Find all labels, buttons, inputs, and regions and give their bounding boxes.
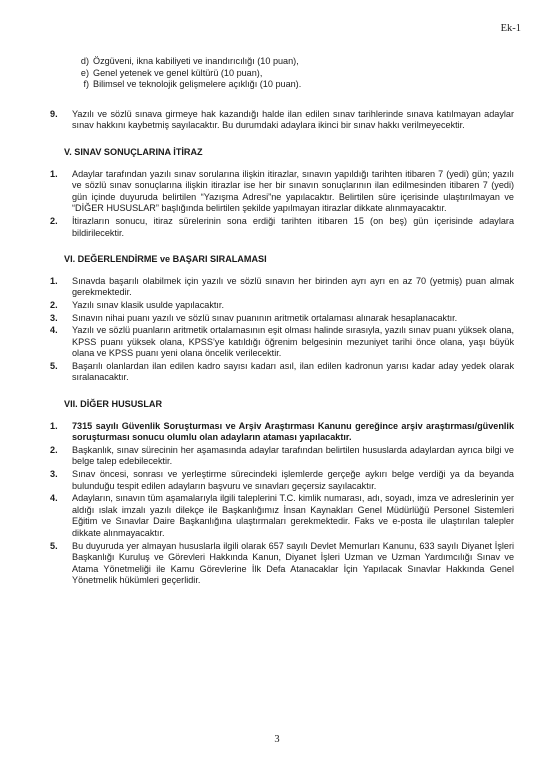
list-item: [71, 68, 514, 80]
item-number: 5 .: [50, 361, 72, 384]
item-number: 1 .: [50, 276, 72, 299]
item-text: Başkanlık, sınav sürecinin her aşamasında adaylar tarafından belirtilen hususlarda adaylardan ayrıca bilgi ve belge talep edebilecektir.: [72, 444, 514, 467]
document-body: [50, 56, 514, 588]
item-number: 1 .: [50, 421, 72, 444]
item-text: Sınav öncesi, sonrası ve yerleştirme sürecindeki işlemlerde gerçeğe aykırı belge verdiği ya da beyanda bulunduğu tespit edilen adayların başvuru ve sınavları geçersiz sayılacaktır.: [72, 469, 514, 491]
numbered-item: [50, 445, 514, 468]
list-text: Bilimsel ve teknolojik gelişmelere açıklığı (10 puan).: [93, 79, 302, 90]
item-number: 3 .: [50, 313, 72, 325]
annex-label: Ek-1: [500, 23, 521, 34]
item-text: Sınavın nihai puanı yazılı ve sözlü sınav puanının aritmetik ortalaması alınarak hesaplanacaktır.: [72, 312, 458, 323]
item-text: Yazılı ve sözlü sınava girmeye hak kazandığı halde ilan edilen sınav tarihlerinde sınava katılmayan adaylar sınav hakkını kaybetmiş sayılacaktır. Bu durumdaki adaylara ikinci bir sınav hakkı verilmeyecektir.: [72, 108, 514, 131]
continued-list: [71, 56, 514, 91]
list-text: Özgüveni, ikna kabiliyeti ve inandırıcılığı (10 puan),: [93, 56, 299, 66]
item-number: 1 .: [50, 169, 72, 215]
numbered-item: [50, 541, 514, 587]
list-item: [71, 79, 514, 91]
numbered-item: [50, 300, 514, 312]
item-text: Yazılı ve sözlü puanların aritmetik ortalamasının eşit olması halinde sırasıyla, yazılı sınav puanı yüksek olana, KPSS puanı yüksek olana, KPSS’ye katıldığı öğrenim belgesinin mezuniyet tarihi önce olana, yaşı büyük olana ve KPSS puanı yeni olana öncelik verilecektir.: [72, 325, 514, 359]
item-number: 4 .: [50, 325, 72, 360]
list-letter: f ): [71, 79, 93, 91]
item-number: 9 .: [50, 109, 72, 132]
item-number: 2 .: [50, 300, 72, 312]
list-letter: d ): [71, 56, 93, 68]
item-text: Yazılı sınav klasik usulde yapılacaktır.: [72, 299, 224, 310]
list-item: [71, 56, 514, 68]
numbered-item: [50, 169, 514, 215]
numbered-item: [50, 109, 514, 132]
item-number: 4 .: [50, 493, 72, 539]
item-text: Başarılı olanlardan ilan edilen kadro sayısı kadarı asıl, ilan edilen kadronun yarısı kadar aday yedek olarak sıralanacaktır.: [72, 360, 514, 383]
item-text: İtirazların sonucu, itiraz sürelerinin sona erdiği tarihten itibaren 15 (on beş) gün içerisinde adaylara bildirilecektir.: [72, 215, 514, 238]
list-text: Genel yetenek ve genel kültürü (10 puan),: [93, 67, 263, 78]
numbered-item: [50, 216, 514, 239]
numbered-item: [50, 325, 514, 360]
page-number: 3: [274, 734, 280, 745]
item-text: Bu duyuruda yer almayan hususlarla ilgili olarak 657 sayılı Devlet Memurları Kanunu, 633 sayılı Diyanet İşleri Başkanlığı Kuruluş ve Görevleri Hakkında Kanun, Diyanet İşleri Uzman ve Uzman Yardımcılığı Sınav ve Atama Yönetmeliği ile Kamu Görevlerine İlk Defa Atanacaklar İçin Yapılacak Sınavlar Hakkında Genel Yönetmelik hükümleri geçerlidir.: [72, 540, 514, 586]
section-heading: VI. DEĞERLENDİRME ve BAŞARI SIRALAMASI: [64, 254, 267, 265]
item-number: 2 .: [50, 445, 72, 468]
numbered-item: [50, 493, 514, 539]
item-text: 7315 sayılı Güvenlik Soruşturması ve Arşiv Araştırması Kanunu gereğince arşiv araştırması/güvenlik soruşturması sonucu olumlu olan adayların ataması yapılacaktır.: [72, 420, 514, 443]
numbered-item: [50, 313, 514, 325]
numbered-item: [50, 361, 514, 384]
list-letter: e ): [71, 68, 93, 80]
section-heading: V. SINAV SONUÇLARINA İTİRAZ: [64, 146, 203, 157]
numbered-item: [50, 469, 514, 492]
item-number: 3 .: [50, 469, 72, 492]
section-heading: VII. DİĞER HUSUSLAR: [64, 399, 163, 410]
numbered-item: [50, 421, 514, 444]
item-text: Adayların, sınavın tüm aşamalarıyla ilgili taleplerini T.C. kimlik numarası, adı, soyadı, imza ve adreslerinin yer aldığı ıslak imzalı yazılı dilekçe ile Başkanlığımız İnsan Kaynakları Genel Müdürlüğü Personel Sistemleri Eğitim ve Sınavlar Daire Başkanlığına ulaştırmaları gerekmektedir. Faks ve e-posta ile ulaştırılan talepler dikkate alınmayacaktır.: [72, 493, 514, 538]
item-text: Sınavda başarılı olabilmek için yazılı ve sözlü sınavın her birinden ayrı ayrı en az 70 (yetmiş) puan almak gerekmektedir.: [72, 275, 514, 298]
item-number: 2 .: [50, 216, 72, 239]
numbered-item: [50, 276, 514, 299]
item-number: 5 .: [50, 541, 72, 587]
item-text: Adaylar tarafından yazılı sınav sorularına ilişkin itirazlar, sınavın yapıldığı tarihten itibaren 7 (yedi) gün; yazılı ve sözlü sınav sonuçlarına ilişkin itirazlar ise her bir sınavın sonuçlarının ilan edilmesinden itibaren 7 (yedi) gün içinde duyuruda belirtilen “Yazışma Adresi”ne yapılacaktır. Belirtilen süre içerisinde ulaştırılmayan ve “DİĞER HUSUSLAR” başlığında belirtilen şekilde yapılmayan itirazlar dikkate alınmayacaktır.: [72, 168, 514, 214]
